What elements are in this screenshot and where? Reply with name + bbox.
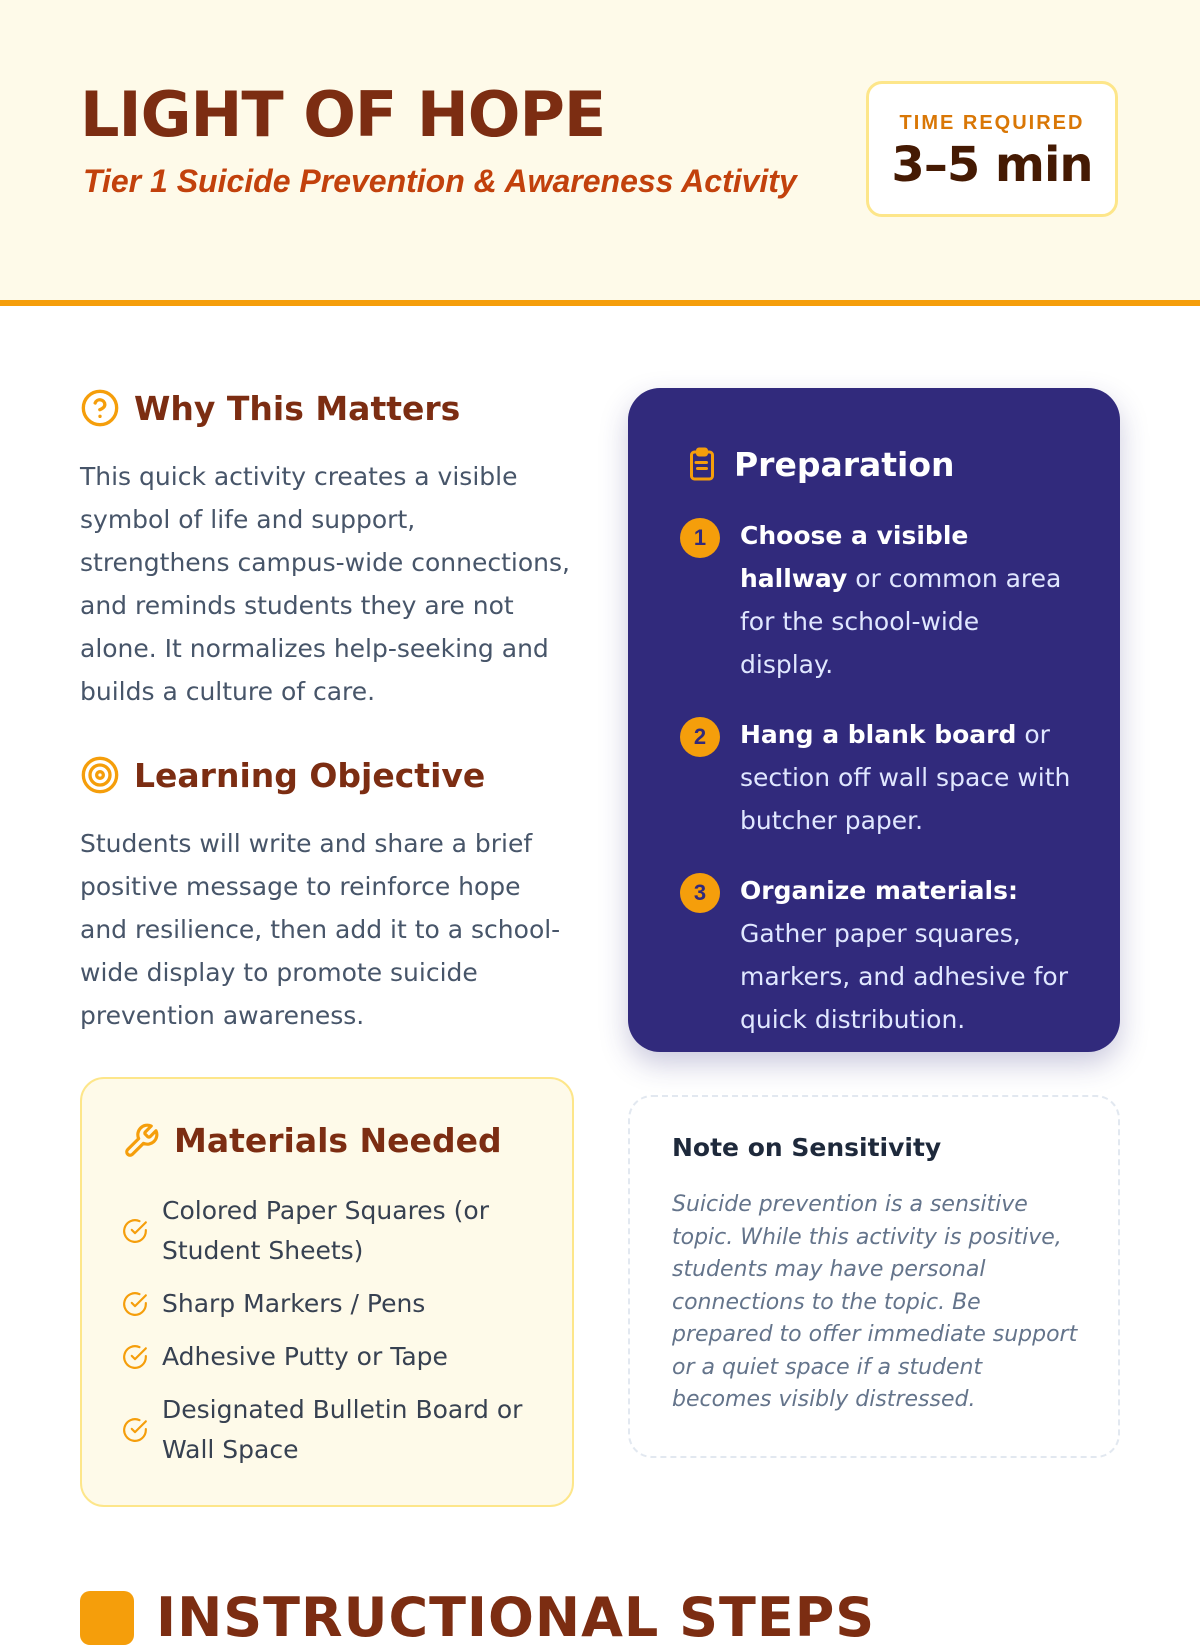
- clipboard-icon: [684, 444, 720, 484]
- step-number: 2: [680, 717, 720, 757]
- time-required-value: 3–5 min: [891, 137, 1093, 193]
- preparation-title: Preparation: [734, 444, 955, 484]
- step-text: [740, 713, 1080, 842]
- step-number: 1: [680, 518, 720, 558]
- step-bold-text: Hang a blank board: [740, 720, 1017, 749]
- question-circle-icon: [80, 388, 120, 428]
- wrench-icon: [122, 1122, 160, 1160]
- preparation-steps: [680, 514, 1080, 1068]
- sensitivity-note: [628, 1095, 1120, 1458]
- material-item: [122, 1284, 542, 1324]
- step-bold-text: Choose a visible hallway: [740, 521, 969, 593]
- check-circle-icon: [122, 1417, 148, 1443]
- step-rest-text: or section off wall space with butcher paper.: [740, 720, 1071, 835]
- materials-title: Materials Needed: [174, 1121, 502, 1160]
- instructional-steps-title: INSTRUCTIONAL STEPS: [156, 1586, 876, 1649]
- learning-objective-title: Learning Objective: [134, 755, 486, 795]
- why-this-matters-heading: [80, 388, 460, 428]
- material-label: Colored Paper Squares (or Student Sheets): [162, 1196, 489, 1265]
- preparation-step: [680, 713, 1080, 842]
- page-title: LIGHT OF HOPE: [80, 78, 606, 151]
- sensitivity-note-text: Suicide prevention is a sensitive topic. While this activity is positive, students may have personal connections to the topic. Be prepared to offer immediate support or a quiet space if a student becomes visibly distressed.: [672, 1192, 1078, 1412]
- material-item: [122, 1191, 542, 1271]
- why-this-matters-title: Why This Matters: [134, 388, 461, 428]
- time-required-badge: [866, 81, 1118, 217]
- material-label: Sharp Markers / Pens: [162, 1289, 426, 1318]
- material-item: [122, 1337, 542, 1377]
- preparation-card: [628, 388, 1120, 1052]
- learning-objective-heading: [80, 755, 485, 795]
- preparation-step: [680, 514, 1080, 686]
- step-text: [740, 514, 1080, 686]
- step-bold-text: Organize materials:: [740, 876, 1018, 905]
- materials-card: [80, 1077, 574, 1507]
- header: [0, 0, 1200, 306]
- preparation-step: [680, 869, 1080, 1041]
- check-circle-icon: [122, 1291, 148, 1317]
- instructional-steps-heading: [80, 1586, 875, 1649]
- materials-heading: [122, 1121, 502, 1160]
- check-circle-icon: [122, 1218, 148, 1244]
- material-item: [122, 1390, 542, 1470]
- material-label: Designated Bulletin Board or Wall Space: [162, 1395, 523, 1464]
- step-rest-text: or common area for the school-wide display.: [740, 564, 1062, 679]
- learning-objective-text: Students will write and share a brief positive message to reinforce hope and resilience, then add it to a school-wide display to promote suicide prevention awareness.: [80, 829, 561, 1030]
- page-subtitle: Tier 1 Suicide Prevention & Awareness Activity: [83, 163, 797, 199]
- step-rest-text: Gather paper squares, markers, and adhesive for quick distribution.: [740, 919, 1068, 1034]
- target-icon: [80, 755, 120, 795]
- time-required-label: TIME REQUIRED: [899, 112, 1085, 134]
- why-this-matters-text: This quick activity creates a visible symbol of life and support, strengthens campus-wide connections, and reminds students they are not alone. It normalizes help-seeking and builds a culture of care.: [80, 462, 570, 706]
- materials-list: [122, 1191, 542, 1483]
- sensitivity-note-title: Note on Sensitivity: [672, 1133, 942, 1162]
- preparation-heading: [684, 444, 955, 484]
- step-number: 3: [680, 873, 720, 913]
- step-text: [740, 869, 1080, 1041]
- section-marker-icon: [80, 1591, 134, 1645]
- check-circle-icon: [122, 1344, 148, 1370]
- material-label: Adhesive Putty or Tape: [162, 1342, 448, 1371]
